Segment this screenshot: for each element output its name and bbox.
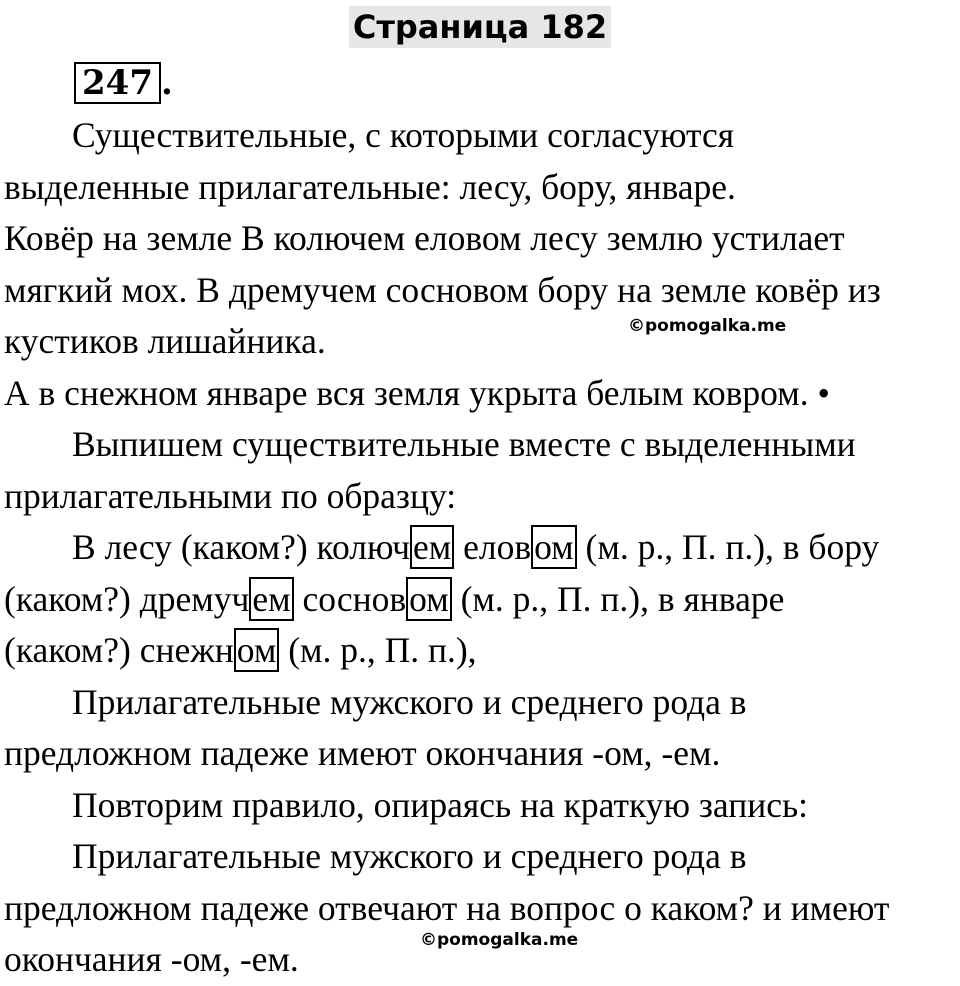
example-text: (м. р., П. п.), в бору (576, 527, 880, 567)
paragraph-line: Прилагательные мужского и среднего рода в (72, 836, 747, 876)
task-number-box: 247 (74, 62, 161, 104)
task-number (74, 62, 173, 104)
example-text: В лесу (каком?) колюч (72, 527, 411, 567)
answer-text (4, 110, 956, 986)
paragraph-line: Повторим правило, опираясь на краткую запись: (72, 784, 809, 825)
example-text: (каком?) снежн (4, 630, 234, 670)
paragraph-line: Существительные, с которыми согласуются (72, 115, 735, 155)
ending-box: ом (531, 525, 577, 569)
example-text: соснов (293, 578, 407, 619)
watermark: ©pomogalka.me (628, 316, 787, 336)
paragraph-line: кустиков лишайника. (4, 321, 326, 361)
paragraph-line: мягкий мох. В дремучем сосновом бору на земле ковёр из (4, 269, 881, 310)
example-line (4, 522, 956, 574)
paragraph-line: А в снежном январе вся земля укрыта белым ковром. • (4, 372, 830, 413)
ending-box: ом (234, 628, 280, 672)
example-text: (м. р., П. п.), в январе (451, 578, 785, 619)
task-number-dot: . (160, 63, 173, 103)
page-title (0, 6, 960, 48)
ending-box: ом (406, 577, 452, 621)
example-line (4, 574, 956, 626)
page-title-text: Страница 182 (349, 6, 611, 48)
example-line (4, 625, 956, 677)
paragraph-line: Ковёр на земле В колючем еловом лесу землю устилает (4, 218, 845, 258)
paragraph-line: Выпишем существительные вместе с выделенными (72, 424, 856, 464)
paragraph-line: окончания -ом, -ем. (4, 939, 299, 979)
ending-box: ем (410, 525, 454, 569)
example-text: (м. р., П. п.), (279, 630, 477, 670)
example-text: (каком?) дремуч (4, 578, 250, 619)
paragraph-line: Прилагательные мужского и среднего рода в (72, 681, 747, 722)
paragraph-line: предложном падеже имеют окончания -ом, -ем. (4, 733, 721, 773)
paragraph-line: выделенные прилагательные: лесу, бору, январе. (4, 166, 736, 207)
ending-box: ем (249, 577, 293, 621)
paragraph-line: предложном падеже отвечают на вопрос о каком? и имеют (4, 887, 890, 928)
paragraph-line: прилагательными по образцу: (4, 475, 457, 516)
example-text: елов (454, 527, 532, 567)
watermark: ©pomogalka.me (420, 930, 579, 950)
